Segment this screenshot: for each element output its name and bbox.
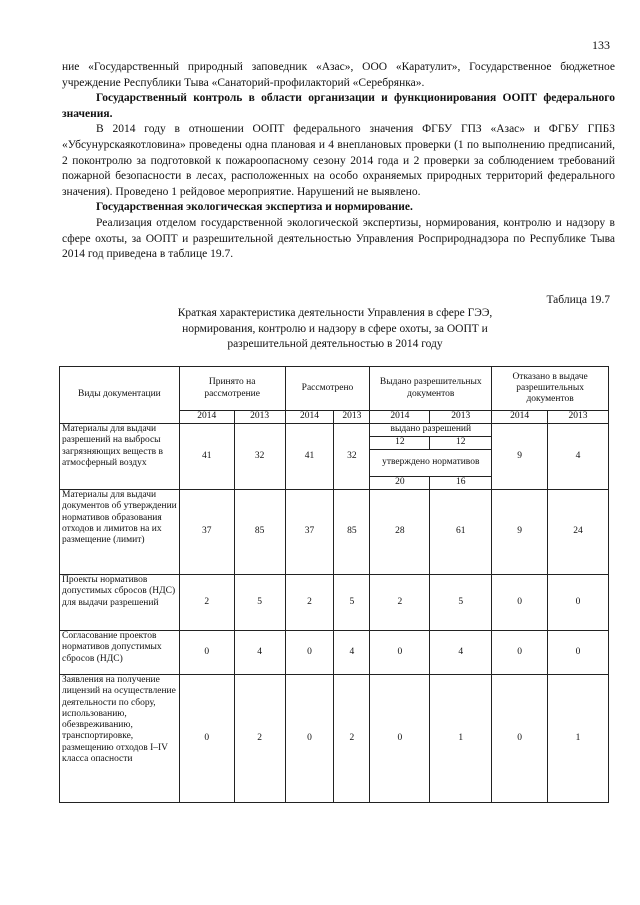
section-heading-control: Государственный контроль в области организации и функционирования ООПТ федерального значения. (62, 92, 615, 120)
table-cell: 2 (370, 575, 430, 631)
table-cell: 0 (285, 631, 334, 675)
table-header-row (60, 367, 609, 411)
header-document-types: Виды документации (60, 367, 180, 424)
year-header: 2014 (492, 411, 548, 424)
table-cell: 0 (548, 575, 609, 631)
table-cell: 0 (179, 675, 234, 803)
table-cell: 0 (492, 631, 548, 675)
table-cell: 0 (285, 675, 334, 803)
activity-table (59, 366, 609, 803)
table-cell: 85 (234, 490, 285, 575)
table-row (60, 575, 609, 631)
issued-subheader: утверждено нормативов (370, 450, 492, 477)
table-cell: 4 (548, 424, 609, 490)
year-header: 2013 (234, 411, 285, 424)
year-header: 2013 (548, 411, 609, 424)
header-reviewed: Рассмотрено (285, 367, 370, 411)
year-header: 2013 (334, 411, 370, 424)
paragraph-table-intro: Реализация отделом государственной экологической экспертизы, нормирования, контролю и надзору в сфере охоты, за ООПТ и разрешительной деятельностью Управления Росприроднадзора по Республике Тыва 2014 год приведена в таблице 19.7. (62, 216, 615, 261)
year-header: 2013 (430, 411, 492, 424)
table-cell: 32 (234, 424, 285, 490)
table-caption-line: нормирования, контролю и надзору в сфере охоты, за ООПТ и (182, 322, 488, 335)
table-cell: 41 (179, 424, 234, 490)
table-cell: 12 (370, 437, 430, 450)
table-cell: 0 (179, 631, 234, 675)
table-cell: 24 (548, 490, 609, 575)
table-cell: 0 (370, 631, 430, 675)
table-cell: 85 (334, 490, 370, 575)
table-cell: 1 (430, 675, 492, 803)
row-name: Заявления на получение лицензий на осуществление деятельности по сбору, использованию, обезвреживанию, транспортировке, размещению отходов I–IV класса опасности (60, 675, 180, 803)
table-cell: 0 (548, 631, 609, 675)
table-cell: 1 (548, 675, 609, 803)
row-name: Материалы для выдачи документов об утверждении нормативов образования отходов и лимитов на их размещение (лимит) (60, 490, 180, 575)
header-refused: Отказано в выдаче разрешительных документов (492, 367, 609, 411)
table-row (60, 675, 609, 803)
table-cell: 0 (370, 675, 430, 803)
year-header: 2014 (370, 411, 430, 424)
table-cell: 61 (430, 490, 492, 575)
header-issued: Выдано разрешительных документов (370, 367, 492, 411)
table-cell: 37 (179, 490, 234, 575)
table-cell: 4 (334, 631, 370, 675)
table-caption (100, 306, 570, 353)
table-cell: 4 (430, 631, 492, 675)
table-row (60, 424, 609, 437)
year-header: 2014 (285, 411, 334, 424)
table-cell: 2 (285, 575, 334, 631)
table-cell: 5 (430, 575, 492, 631)
table-row (60, 490, 609, 575)
table-cell: 0 (492, 575, 548, 631)
table-cell: 9 (492, 424, 548, 490)
table-cell: 0 (492, 675, 548, 803)
row-name: Согласование проектов нормативов допустимых сбросов (НДС) (60, 631, 180, 675)
table-cell: 4 (234, 631, 285, 675)
table-cell: 20 (370, 477, 430, 490)
row-name: Проекты нормативов допустимых сбросов (НДС) для выдачи разрешений (60, 575, 180, 631)
paragraph-continuation: ние «Государственный природный заповедник «Азас», ООО «Каратулит», Государственное бюджетное учреждение Республики Тыва «Санаторий-профилакторий «Серебрянка». (62, 61, 615, 89)
table-cell: 5 (234, 575, 285, 631)
table-cell: 28 (370, 490, 430, 575)
header-accepted: Принято на рассмотрение (179, 367, 285, 411)
year-header: 2014 (179, 411, 234, 424)
table-caption-line: Краткая характеристика деятельности Управления в сфере ГЭЭ, (177, 307, 493, 319)
table-cell: 37 (285, 490, 334, 575)
paragraph-inspections: В 2014 году в отношении ООПТ федерального значения ФГБУ ГПЗ «Азас» и ФГБУ ГПБЗ «Убсунурскаякотловина» проведены одна плановая и 4 внеплановых проверки (1 по выполнению предписаний, 2 поконтролю за подготовкой к пожароопасному сезону 2014 года и 2 проверки за соблюдением требований пожарной безопасности в лесах, расположенных на особо охраняемых природных территорий федерального значения). Проведено 1 рейдовое мероприятие. Нарушений не выявлено. (62, 123, 615, 198)
issued-subheader: выдано разрешений (370, 424, 492, 437)
table-caption-line: разрешительной деятельностью в 2014 году (227, 338, 443, 351)
table-cell: 12 (430, 437, 492, 450)
table-cell: 2 (179, 575, 234, 631)
table-cell: 16 (430, 477, 492, 490)
section-heading-expertise: Государственная экологическая экспертиза и нормирование. (96, 201, 413, 214)
table-cell: 9 (492, 490, 548, 575)
table-cell: 2 (234, 675, 285, 803)
row-name: Материалы для выдачи разрешений на выбросы загрязняющих веществ в атмосферный воздух (60, 424, 180, 490)
table-cell: 5 (334, 575, 370, 631)
table-cell: 32 (334, 424, 370, 490)
body-text (62, 60, 615, 263)
table-cell: 41 (285, 424, 334, 490)
page-number: 133 (592, 38, 610, 52)
table-label: Таблица 19.7 (546, 294, 610, 306)
table-cell: 2 (334, 675, 370, 803)
table-row (60, 631, 609, 675)
